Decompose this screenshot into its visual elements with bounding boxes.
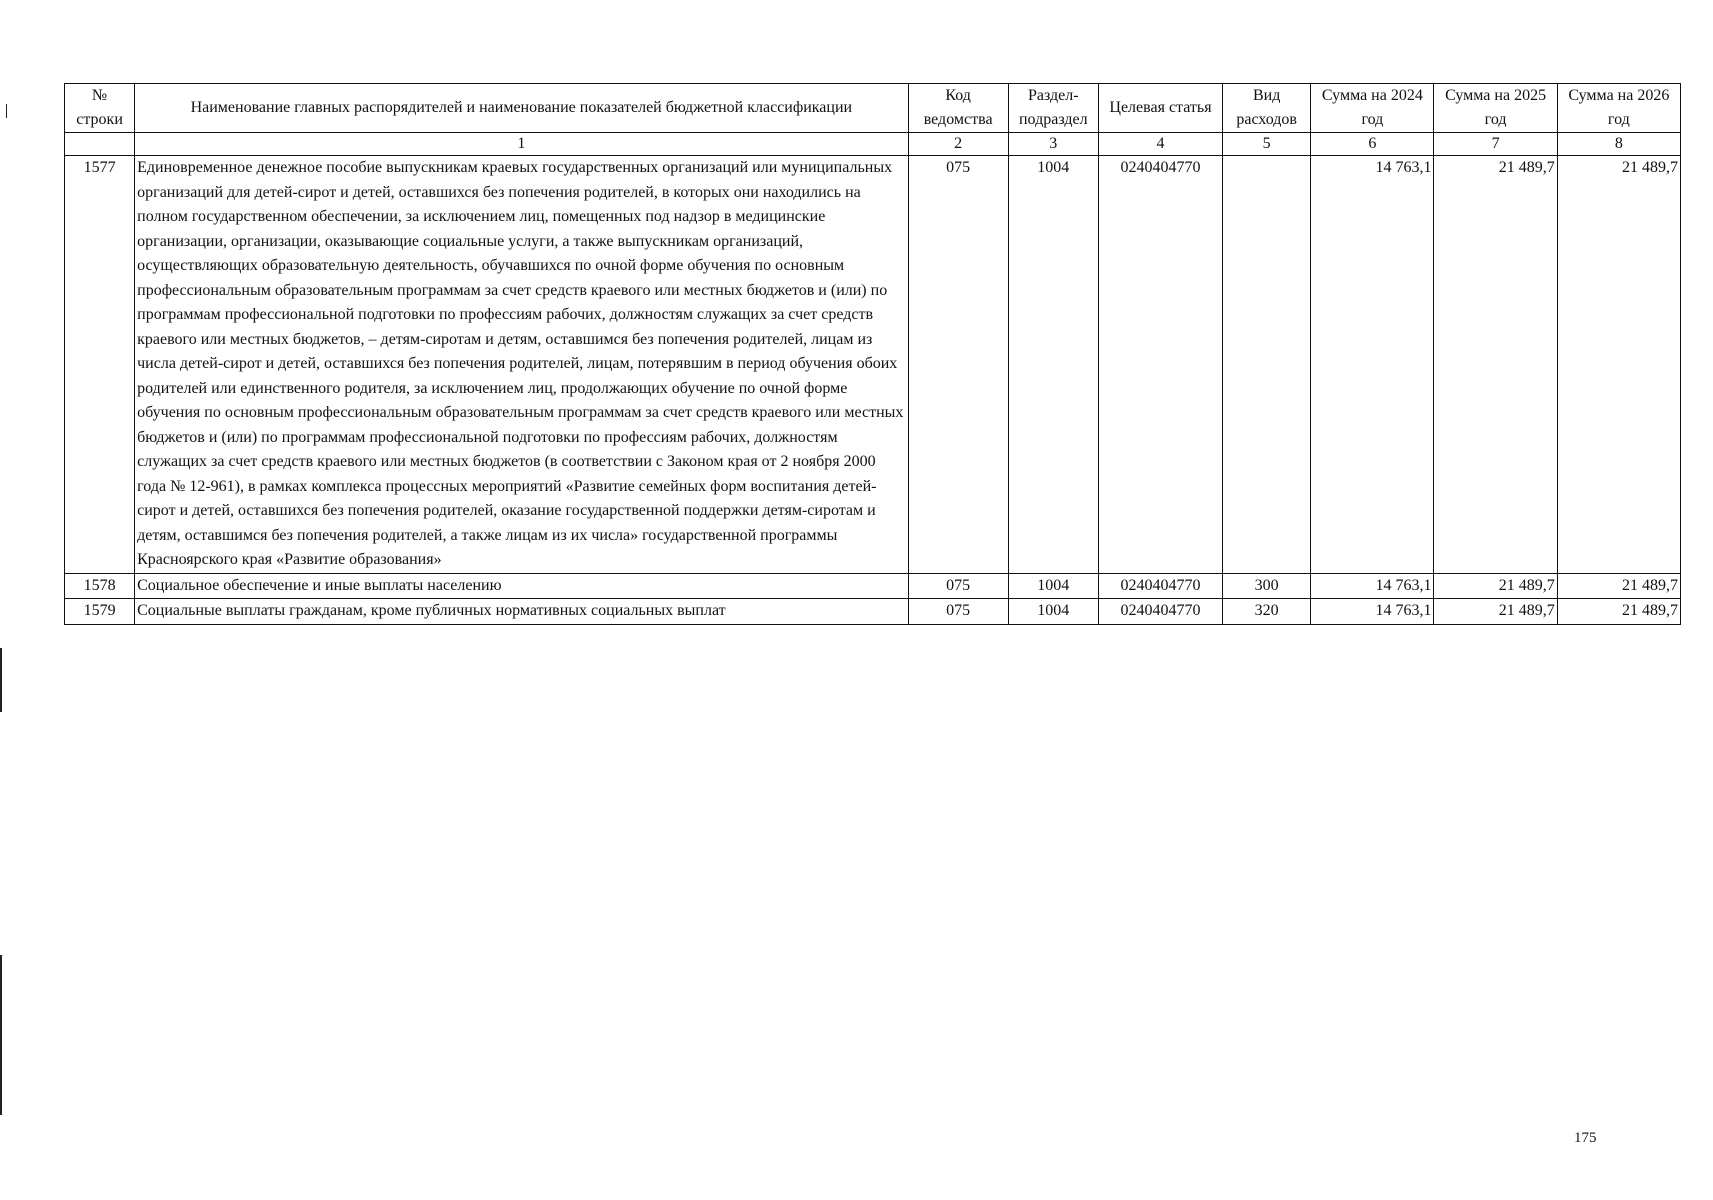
header-sum-2026: Сумма на 2026 год (1557, 84, 1680, 133)
row-sum-2025: 21 489,7 (1434, 599, 1557, 625)
row-number: 1577 (65, 156, 135, 574)
row-number: 1578 (65, 573, 135, 599)
budget-table (64, 83, 1681, 625)
row-name: Единовременное денежное пособие выпускникам краевых государственных организаций или муниципальных организаций для детей-сирот и детей, оставшихся без попечения родителей, в которых они находились на полном государственном обеспечении, за исключением лиц, помещенных под надзор в медицинские организации, организации, оказывающие социальные услуги, а также выпускникам организаций, осуществляющих образовательную деятельность, обучавшихся по очной форме обучения по основным профессиональным образовательным программам за счет средств краевого или местных бюджетов и (или) по программам профессиональной подготовки по профессиям рабочих, должностям служащих за счет средств краевого или местных бюджетов, – детям-сиротам и детям, оставшимся без попечения родителей, лицам из числа детей-сирот и детей, оставшихся без попечения родителей, лицам, потерявшим в период обучения обоих родителей или единственного родителя, за исключением лиц, продолжающих обучение по очной форме обучения по основным профессиональным образовательным программам за счет средств краевого или местных бюджетов и (или) по программам профессиональной подготовки по профессиям рабочих, должностям служащих за счет средств краевого или местных бюджетов (в соответствии с Законом края от 2 ноября 2000 года № 12-961), в рамках комплекса процессных мероприятий «Развитие семейных форм воспитания детей-сирот и детей, оставшихся без попечения родителей, оказание государственной поддержки детям-сиротам и детям, оставшимся без попечения родителей, а также лицам из их числа» государственной программы Красноярского края «Развитие образования» (135, 156, 908, 574)
row-dept-code: 075 (908, 599, 1008, 625)
column-number (65, 133, 135, 156)
row-dept-code: 075 (908, 156, 1008, 574)
table-row (65, 573, 1681, 599)
header-sum-2025: Сумма на 2025 год (1434, 84, 1557, 133)
header-dept-code: Код ведомства (908, 84, 1008, 133)
row-sum-2026: 21 489,7 (1557, 156, 1680, 574)
header-row-number: № строки (65, 84, 135, 133)
column-number: 3 (1008, 133, 1098, 156)
row-target-article: 0240404770 (1098, 573, 1222, 599)
scan-edge-mark (0, 955, 2, 1115)
row-expense-type: 320 (1223, 599, 1311, 625)
row-number: 1579 (65, 599, 135, 625)
row-sum-2024: 14 763,1 (1311, 156, 1434, 574)
header-expense-type: Вид расходов (1223, 84, 1311, 133)
scan-edge-mark (6, 104, 7, 118)
row-sum-2024: 14 763,1 (1311, 573, 1434, 599)
column-number: 2 (908, 133, 1008, 156)
header-section: Раздел-подраздел (1008, 84, 1098, 133)
row-name: Социальное обеспечение и иные выплаты населению (135, 573, 908, 599)
row-expense-type (1223, 156, 1311, 574)
row-target-article: 0240404770 (1098, 599, 1222, 625)
row-section: 1004 (1008, 156, 1098, 574)
column-number: 4 (1098, 133, 1222, 156)
row-sum-2024: 14 763,1 (1311, 599, 1434, 625)
row-target-article: 0240404770 (1098, 156, 1222, 574)
row-expense-type: 300 (1223, 573, 1311, 599)
header-target-article: Целевая статья (1098, 84, 1222, 133)
column-number-row (65, 133, 1681, 156)
row-sum-2026: 21 489,7 (1557, 599, 1680, 625)
row-sum-2025: 21 489,7 (1434, 156, 1557, 574)
row-section: 1004 (1008, 599, 1098, 625)
column-number: 1 (135, 133, 908, 156)
row-sum-2025: 21 489,7 (1434, 573, 1557, 599)
column-number: 8 (1557, 133, 1680, 156)
header-name: Наименование главных распорядителей и наименование показателей бюджетной классификации (135, 84, 908, 133)
row-dept-code: 075 (908, 573, 1008, 599)
scan-edge-mark (0, 648, 2, 712)
row-section: 1004 (1008, 573, 1098, 599)
table-row (65, 599, 1681, 625)
table-row (65, 156, 1681, 574)
header-sum-2024: Сумма на 2024 год (1311, 84, 1434, 133)
column-number: 6 (1311, 133, 1434, 156)
column-number: 7 (1434, 133, 1557, 156)
column-number: 5 (1223, 133, 1311, 156)
row-name: Социальные выплаты гражданам, кроме публичных нормативных социальных выплат (135, 599, 908, 625)
row-sum-2026: 21 489,7 (1557, 573, 1680, 599)
page-number: 175 (1574, 1130, 1597, 1146)
table-header-row (65, 84, 1681, 133)
